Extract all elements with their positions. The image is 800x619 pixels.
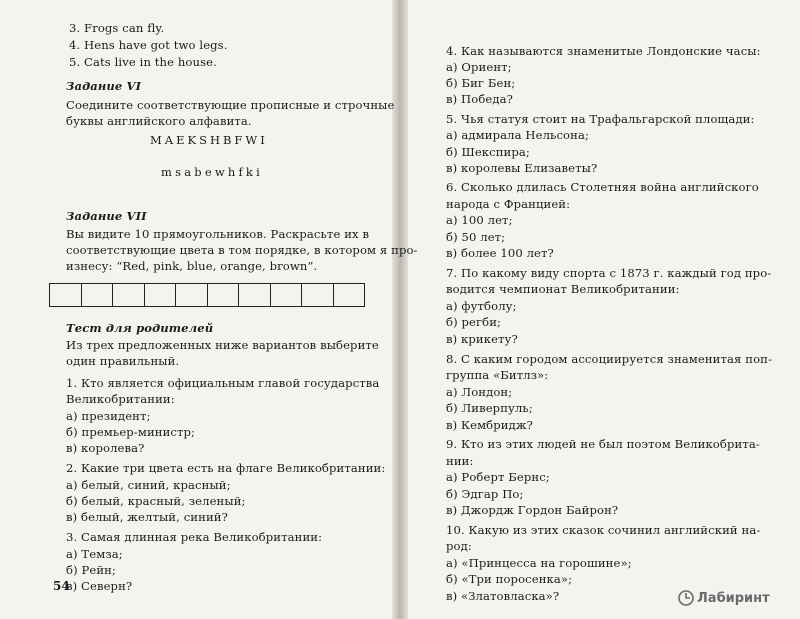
rectangle-box xyxy=(302,284,334,306)
question-line: 6. Сколько длилась Столетняя война английского xyxy=(446,180,759,194)
answer-option: а) Темза; xyxy=(66,547,123,561)
question-line: 3. Самая длинная река Великобритании: xyxy=(66,530,323,544)
answer-option: а) Роберт Бернс; xyxy=(446,470,550,484)
text-line: 3. Frogs can fly. xyxy=(69,21,165,35)
text-line: Из трех предложенных ниже вариантов выберите xyxy=(66,338,379,352)
answer-option: а) 100 лет; xyxy=(446,213,513,227)
answer-option: а) футболу; xyxy=(446,299,517,313)
coloring-rectangles xyxy=(49,283,365,307)
text-line: Соедините соответствующие прописные и строчные xyxy=(66,98,395,112)
labirint-logo-icon xyxy=(678,590,694,606)
answer-option: в) белый, желтый, синий? xyxy=(66,510,228,524)
lowercase-letters: msabewhfki xyxy=(161,165,263,179)
answer-option: б) Шекспира; xyxy=(446,145,530,159)
answer-option: в) Кембридж? xyxy=(446,418,533,432)
answer-option: в) крикету? xyxy=(446,332,518,346)
section-heading: Задание VI xyxy=(66,79,142,93)
answer-option: б) Эдгар По; xyxy=(446,487,524,501)
uppercase-letters: MAEKSHBFWI xyxy=(150,133,268,147)
rectangle-box xyxy=(239,284,271,306)
rectangle-box xyxy=(334,284,365,306)
text-line: изнесу: “Red, pink, blue, orange, brown”. xyxy=(66,259,318,273)
answer-option: б) Биг Бен; xyxy=(446,76,516,90)
rectangle-box xyxy=(271,284,303,306)
page-number: 54 xyxy=(53,579,70,593)
rectangle-box xyxy=(208,284,240,306)
question-line: 10. Какую из этих сказок сочинил английский на- xyxy=(446,523,761,537)
answer-option: б) «Три поросенка»; xyxy=(446,572,573,586)
answer-option: а) Лондон; xyxy=(446,385,513,399)
watermark-logo xyxy=(678,590,770,606)
text-line: 4. Hens have got two legs. xyxy=(69,38,228,52)
rectangle-box xyxy=(50,284,82,306)
answer-option: а) Ориент; xyxy=(446,60,512,74)
section-heading: Тест для родителей xyxy=(66,321,214,335)
question-line: 1. Кто является официальным главой государства xyxy=(66,376,380,390)
question-line: 9. Кто из этих людей не был поэтом Великобрита- xyxy=(446,437,760,451)
text-line: Вы видите 10 прямоугольников. Раскрасьте их в xyxy=(66,227,370,241)
answer-option: б) 50 лет; xyxy=(446,230,506,244)
text-line: буквы английского алфавита. xyxy=(66,114,252,128)
answer-option: в) «Златовласка»? xyxy=(446,589,560,603)
answer-option: а) президент; xyxy=(66,409,151,423)
question-line: народа с Францией: xyxy=(446,197,571,211)
question-line: нии: xyxy=(446,454,474,468)
answer-option: в) королевы Елизаветы? xyxy=(446,161,598,175)
right-page xyxy=(408,0,800,619)
question-line: водится чемпионат Великобритании: xyxy=(446,282,680,296)
rectangle-box xyxy=(82,284,114,306)
watermark-text: Лабиринт xyxy=(697,590,770,606)
answer-option: в) Победа? xyxy=(446,92,513,106)
answer-option: а) адмирала Нельсона; xyxy=(446,128,589,142)
rectangle-box xyxy=(113,284,145,306)
rectangle-box xyxy=(145,284,177,306)
answer-option: б) Ливерпуль; xyxy=(446,401,533,415)
answer-option: б) Рейн; xyxy=(66,563,117,577)
answer-option: в) Джордж Гордон Байрон? xyxy=(446,503,619,517)
rectangle-box xyxy=(176,284,208,306)
question-line: группа «Битлз»: xyxy=(446,368,549,382)
text-line: 5. Cats live in the house. xyxy=(69,55,217,69)
question-line: 2. Какие три цвета есть на флаге Великобритании: xyxy=(66,461,386,475)
answer-option: б) белый, красный, зеленый; xyxy=(66,494,246,508)
question-line: 5. Чья статуя стоит на Трафальгарской площади: xyxy=(446,112,755,126)
section-heading: Задание VII xyxy=(66,209,147,223)
answer-option: в) более 100 лет? xyxy=(446,246,554,260)
question-line: 7. По какому виду спорта с 1873 г. каждый год про- xyxy=(446,266,772,280)
question-line: род: xyxy=(446,539,472,553)
question-line: Великобритании: xyxy=(66,392,175,406)
answer-option: а) «Принцесса на горошине»; xyxy=(446,556,632,570)
text-line: соответствующие цвета в том порядке, в котором я про- xyxy=(66,243,418,257)
question-line: 8. С каким городом ассоциируется знаменитая поп- xyxy=(446,352,772,366)
answer-option: в) Северн? xyxy=(66,579,133,593)
answer-option: б) премьер-министр; xyxy=(66,425,196,439)
answer-option: б) регби; xyxy=(446,315,502,329)
question-line: 4. Как называются знаменитые Лондонские часы: xyxy=(446,44,761,58)
text-line: один правильный. xyxy=(66,354,180,368)
answer-option: а) белый, синий, красный; xyxy=(66,478,231,492)
answer-option: в) королева? xyxy=(66,441,145,455)
